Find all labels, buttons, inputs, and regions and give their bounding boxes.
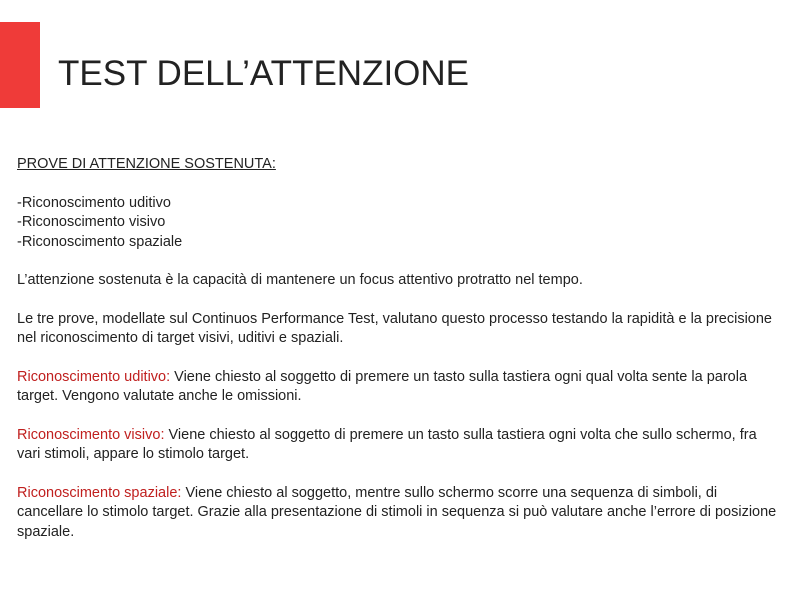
list-item: -Riconoscimento visivo [17,214,166,230]
list-item: -Riconoscimento spaziale [17,233,183,250]
test-spaziale-paragraph [17,484,777,543]
definition-paragraph: L’attenzione sostenuta è la capacità di mantenere un focus attentivo protratto nel tempo. [17,272,583,288]
test-term: Riconoscimento spaziale: [17,484,182,501]
slide-content [17,155,777,542]
intro-paragraph: Le tre prove, modellate sul Continuos Performance Test, valutano questo processo testando la rapidità e la precisione nel riconoscimento di target visivi, uditivi e spaziali. [17,310,772,346]
test-description: Viene chiesto al soggetto, mentre sullo schermo scorre una sequenza di simboli, di cancellare lo stimolo target. Grazie alla presentazione di stimoli in sequenza si può valutare anche l’errore di posizione spaziale. [17,484,777,540]
section-heading: PROVE DI ATTENZIONE SOSTENUTA: [17,156,276,172]
test-description: Viene chiesto al soggetto di premere un tasto sulla tastiera ogni qual volta sente la parola target. Vengono valutate anche le omissioni. [17,368,748,404]
slide-title: TEST DELL’ATTENZIONE [58,54,470,93]
test-term: Riconoscimento uditivo: [17,368,171,385]
test-description: Viene chiesto al soggetto di premere un tasto sulla tastiera ogni volta che sullo schermo, fra vari stimoli, appare lo stimolo target. [17,426,757,462]
list-item: -Riconoscimento uditivo [17,194,171,211]
title-accent-bar [0,22,40,108]
test-term: Riconoscimento visivo: [17,426,165,443]
test-uditivo-paragraph [17,368,777,407]
test-visivo-paragraph [17,426,777,465]
